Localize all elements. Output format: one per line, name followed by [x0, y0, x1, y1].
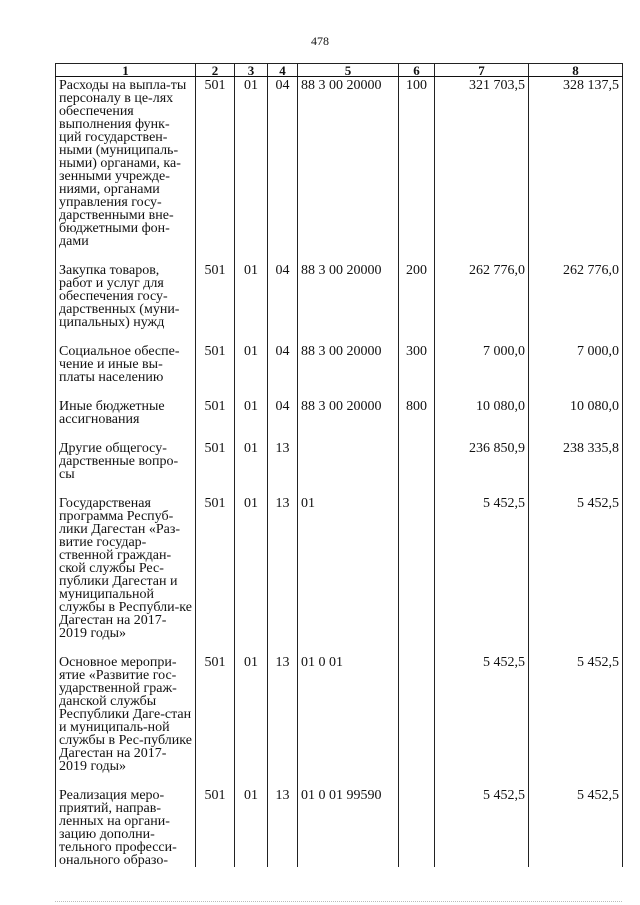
section-code-cell: 01	[235, 398, 268, 440]
expense-type-cell	[399, 495, 435, 654]
amount-cell-col7: 236 850,9	[435, 440, 529, 495]
row-name-cell: Иные бюджетные ассигнования	[56, 398, 196, 440]
section-code-cell: 01	[235, 495, 268, 654]
table-row	[56, 262, 623, 343]
section-code-cell: 01	[235, 262, 268, 343]
table-row	[56, 787, 623, 867]
expense-type-cell: 200	[399, 262, 435, 343]
column-header: 3	[235, 64, 268, 77]
ministry-code-cell: 501	[196, 787, 235, 867]
section-code-cell: 01	[235, 440, 268, 495]
amount-cell-col7: 10 080,0	[435, 398, 529, 440]
table-row	[56, 343, 623, 398]
row-name-cell: Социальное обеспе-чение и иные вы-платы населению	[56, 343, 196, 398]
subsection-code-cell: 13	[268, 787, 298, 867]
expense-type-cell	[399, 440, 435, 495]
column-header: 6	[399, 64, 435, 77]
ministry-code-cell: 501	[196, 262, 235, 343]
amount-cell-col8: 238 335,8	[529, 440, 623, 495]
section-code-cell: 01	[235, 77, 268, 263]
ministry-code-cell: 501	[196, 654, 235, 787]
ministry-code-cell: 501	[196, 440, 235, 495]
column-header: 8	[529, 64, 623, 77]
target-article-cell: 01	[298, 495, 399, 654]
target-article-cell	[298, 440, 399, 495]
target-article-cell: 01 0 01	[298, 654, 399, 787]
row-name-cell: Закупка товаров, работ и услуг для обеспечения госу-дарственных (муни-ципальных) нужд	[56, 262, 196, 343]
amount-cell-col7: 5 452,5	[435, 654, 529, 787]
expense-type-cell: 800	[399, 398, 435, 440]
section-code-cell: 01	[235, 787, 268, 867]
amount-cell-col8: 328 137,5	[529, 77, 623, 263]
amount-cell-col8: 5 452,5	[529, 787, 623, 867]
amount-cell-col7: 5 452,5	[435, 787, 529, 867]
section-code-cell: 01	[235, 654, 268, 787]
amount-cell-col8: 7 000,0	[529, 343, 623, 398]
column-header: 7	[435, 64, 529, 77]
table-row	[56, 398, 623, 440]
ministry-code-cell: 501	[196, 398, 235, 440]
row-name-cell: Основное меропри-ятие «Развитие гос-ударственной граж-данской службы Республики Даге-стан и муниципаль-ной службы в Рес-публике Дагестан на 2017-2019 годы»	[56, 654, 196, 787]
page-number: 478	[311, 34, 329, 48]
row-name-cell: Государственая программа Респуб-лики Дагестан «Раз-витие государ-ственной граждан-ской службы Рес-публики Дагестан и муниципальной службы в Республи-ке Дагестан на 2017-2019 годы»	[56, 495, 196, 654]
amount-cell-col7: 321 703,5	[435, 77, 529, 263]
subsection-code-cell: 13	[268, 654, 298, 787]
ministry-code-cell: 501	[196, 77, 235, 263]
budget-table	[55, 63, 623, 867]
row-name-cell: Другие общегосу-дарственные вопро-сы	[56, 440, 196, 495]
amount-cell-col7: 7 000,0	[435, 343, 529, 398]
target-article-cell: 01 0 01 99590	[298, 787, 399, 867]
amount-cell-col8: 5 452,5	[529, 654, 623, 787]
expense-type-cell: 100	[399, 77, 435, 263]
amount-cell-col7: 5 452,5	[435, 495, 529, 654]
row-name-cell: Расходы на выпла-ты персоналу в це-лях обеспечения выполнения функ-ций государствен-ными (муниципаль-ными) органами, ка-зенными учрежде-ниями, органами управления госу-дарственными вне-бюджетными фон-дами	[56, 77, 196, 263]
table-row	[56, 77, 623, 263]
target-article-cell: 88 3 00 20000	[298, 343, 399, 398]
target-article-cell: 88 3 00 20000	[298, 262, 399, 343]
row-name-cell: Реализация меро-приятий, направ-ленных на органи-зацию дополни-тельного професси-онального образо-	[56, 787, 196, 867]
amount-cell-col8: 10 080,0	[529, 398, 623, 440]
subsection-code-cell: 13	[268, 440, 298, 495]
column-header: 5	[298, 64, 399, 77]
target-article-cell: 88 3 00 20000	[298, 398, 399, 440]
expense-type-cell: 300	[399, 343, 435, 398]
table-row	[56, 654, 623, 787]
subsection-code-cell: 04	[268, 398, 298, 440]
subsection-code-cell: 04	[268, 77, 298, 263]
table-row	[56, 495, 623, 654]
ministry-code-cell: 501	[196, 495, 235, 654]
column-header: 2	[196, 64, 235, 77]
amount-cell-col8: 5 452,5	[529, 495, 623, 654]
subsection-code-cell: 04	[268, 262, 298, 343]
expense-type-cell	[399, 654, 435, 787]
subsection-code-cell: 04	[268, 343, 298, 398]
subsection-code-cell: 13	[268, 495, 298, 654]
section-code-cell: 01	[235, 343, 268, 398]
expense-type-cell	[399, 787, 435, 867]
ministry-code-cell: 501	[196, 343, 235, 398]
header-row	[56, 64, 623, 77]
page-bottom-edge	[55, 901, 622, 902]
amount-cell-col8: 262 776,0	[529, 262, 623, 343]
table-row	[56, 440, 623, 495]
column-header: 4	[268, 64, 298, 77]
column-header: 1	[56, 64, 196, 77]
target-article-cell: 88 3 00 20000	[298, 77, 399, 263]
amount-cell-col7: 262 776,0	[435, 262, 529, 343]
